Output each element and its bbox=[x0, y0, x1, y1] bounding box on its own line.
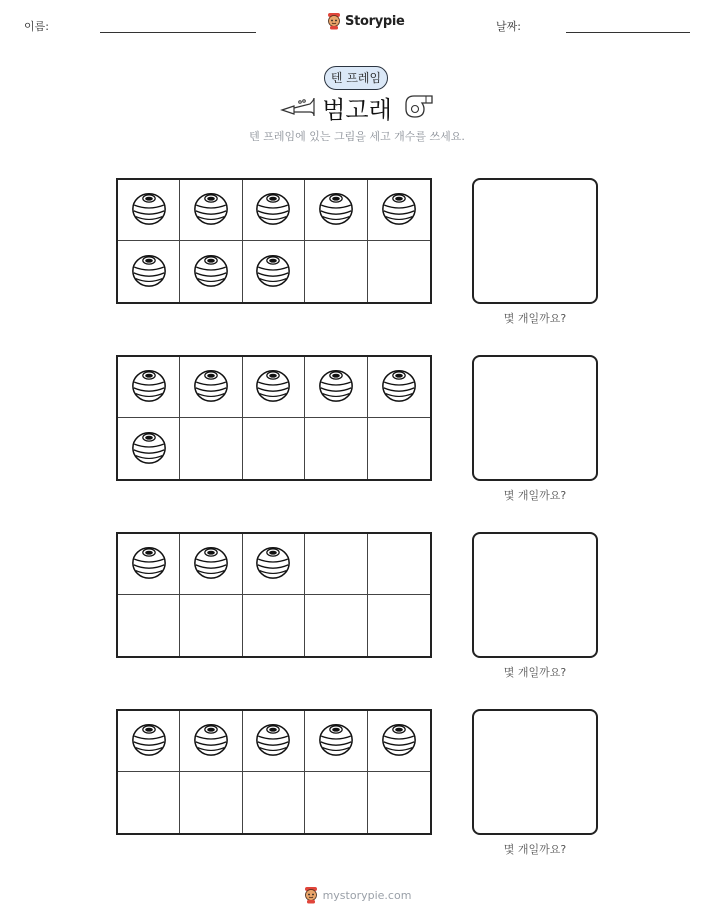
bead-icon bbox=[130, 189, 168, 231]
ten-frame-cell bbox=[305, 180, 367, 241]
bead-icon bbox=[380, 189, 418, 231]
ten-frame-cell bbox=[180, 180, 242, 241]
bead-icon bbox=[380, 366, 418, 408]
ten-frame-cell bbox=[305, 595, 367, 656]
brand-logo bbox=[326, 12, 405, 30]
bead-icon bbox=[254, 720, 292, 762]
ten-frame-cell bbox=[243, 711, 305, 772]
date-line[interactable] bbox=[566, 32, 690, 33]
whistle-icon bbox=[402, 92, 436, 120]
ten-frame-cell bbox=[368, 418, 430, 479]
storypie-mascot-icon bbox=[303, 886, 319, 904]
ten-frame bbox=[116, 709, 432, 835]
name-line[interactable] bbox=[100, 32, 256, 33]
answer-box[interactable] bbox=[472, 709, 598, 835]
answer-box[interactable] bbox=[472, 178, 598, 304]
count-prompt: 몇 개일까요? bbox=[503, 312, 567, 325]
bead-icon bbox=[130, 720, 168, 762]
ten-frame-cell bbox=[243, 418, 305, 479]
worksheet-title: 범고래 bbox=[322, 96, 392, 124]
bead-icon bbox=[130, 366, 168, 408]
ten-frame-cell bbox=[180, 357, 242, 418]
bead-icon bbox=[380, 720, 418, 762]
bead-icon bbox=[254, 366, 292, 408]
ten-frame-cell bbox=[305, 772, 367, 833]
footer bbox=[0, 886, 714, 904]
ten-frame-cell bbox=[118, 418, 180, 479]
ten-frame-cell bbox=[243, 595, 305, 656]
ten-frame-cell bbox=[180, 595, 242, 656]
bead-icon bbox=[192, 543, 230, 585]
ten-frame-cell bbox=[118, 711, 180, 772]
ten-frame-cell bbox=[118, 357, 180, 418]
ten-frame-cell bbox=[118, 180, 180, 241]
answer-box[interactable] bbox=[472, 355, 598, 481]
bead-icon bbox=[192, 251, 230, 293]
ten-frame-cell bbox=[305, 534, 367, 595]
count-prompt: 몇 개일까요? bbox=[503, 843, 567, 856]
storypie-mascot-icon bbox=[326, 12, 342, 30]
ten-frame-cell bbox=[118, 595, 180, 656]
count-prompt: 몇 개일까요? bbox=[503, 489, 567, 502]
bead-icon bbox=[317, 189, 355, 231]
ten-frame-cell bbox=[368, 772, 430, 833]
count-prompt: 몇 개일까요? bbox=[503, 666, 567, 679]
ten-frame-cell bbox=[180, 711, 242, 772]
ten-frame-cell bbox=[243, 772, 305, 833]
ten-frame-cell bbox=[368, 241, 430, 302]
ten-frame bbox=[116, 532, 432, 658]
date-label: 날짜: bbox=[496, 20, 521, 33]
ten-frame-cell bbox=[368, 534, 430, 595]
ten-frame-cell bbox=[368, 711, 430, 772]
ten-frame-cell bbox=[243, 357, 305, 418]
bead-icon bbox=[254, 543, 292, 585]
bead-icon bbox=[130, 251, 168, 293]
topic-tag: 텐 프레임 bbox=[324, 66, 388, 90]
brand-name: Storypie bbox=[345, 13, 405, 29]
ten-frame-cell bbox=[243, 241, 305, 302]
bead-icon bbox=[130, 428, 168, 470]
ten-frame-cell bbox=[118, 241, 180, 302]
bead-icon bbox=[192, 720, 230, 762]
bead-icon bbox=[317, 366, 355, 408]
instructions: 텐 프레임에 있는 그림을 세고 개수를 쓰세요. bbox=[249, 130, 465, 143]
ten-frame-cell bbox=[180, 418, 242, 479]
ten-frame-cell bbox=[180, 241, 242, 302]
ten-frame-cell bbox=[305, 711, 367, 772]
ten-frame-cell bbox=[305, 418, 367, 479]
ten-frame-cell bbox=[118, 772, 180, 833]
ten-frame-cell bbox=[305, 357, 367, 418]
ten-frame-cell bbox=[243, 180, 305, 241]
ten-frame-cell bbox=[180, 534, 242, 595]
bead-icon bbox=[130, 543, 168, 585]
ten-frame-cell bbox=[368, 180, 430, 241]
bead-icon bbox=[254, 189, 292, 231]
ten-frame-cell bbox=[368, 595, 430, 656]
footer-site: mystorypie.com bbox=[322, 888, 412, 902]
name-label: 이름: bbox=[24, 20, 49, 33]
bead-icon bbox=[192, 366, 230, 408]
ten-frame-cell bbox=[243, 534, 305, 595]
bead-icon bbox=[254, 251, 292, 293]
answer-box[interactable] bbox=[472, 532, 598, 658]
bead-icon bbox=[192, 189, 230, 231]
bead-icon bbox=[317, 720, 355, 762]
ten-frame bbox=[116, 178, 432, 304]
ten-frame-cell bbox=[305, 241, 367, 302]
ten-frame bbox=[116, 355, 432, 481]
ten-frame-cell bbox=[180, 772, 242, 833]
ten-frame-cell bbox=[118, 534, 180, 595]
ten-frame-cell bbox=[368, 357, 430, 418]
